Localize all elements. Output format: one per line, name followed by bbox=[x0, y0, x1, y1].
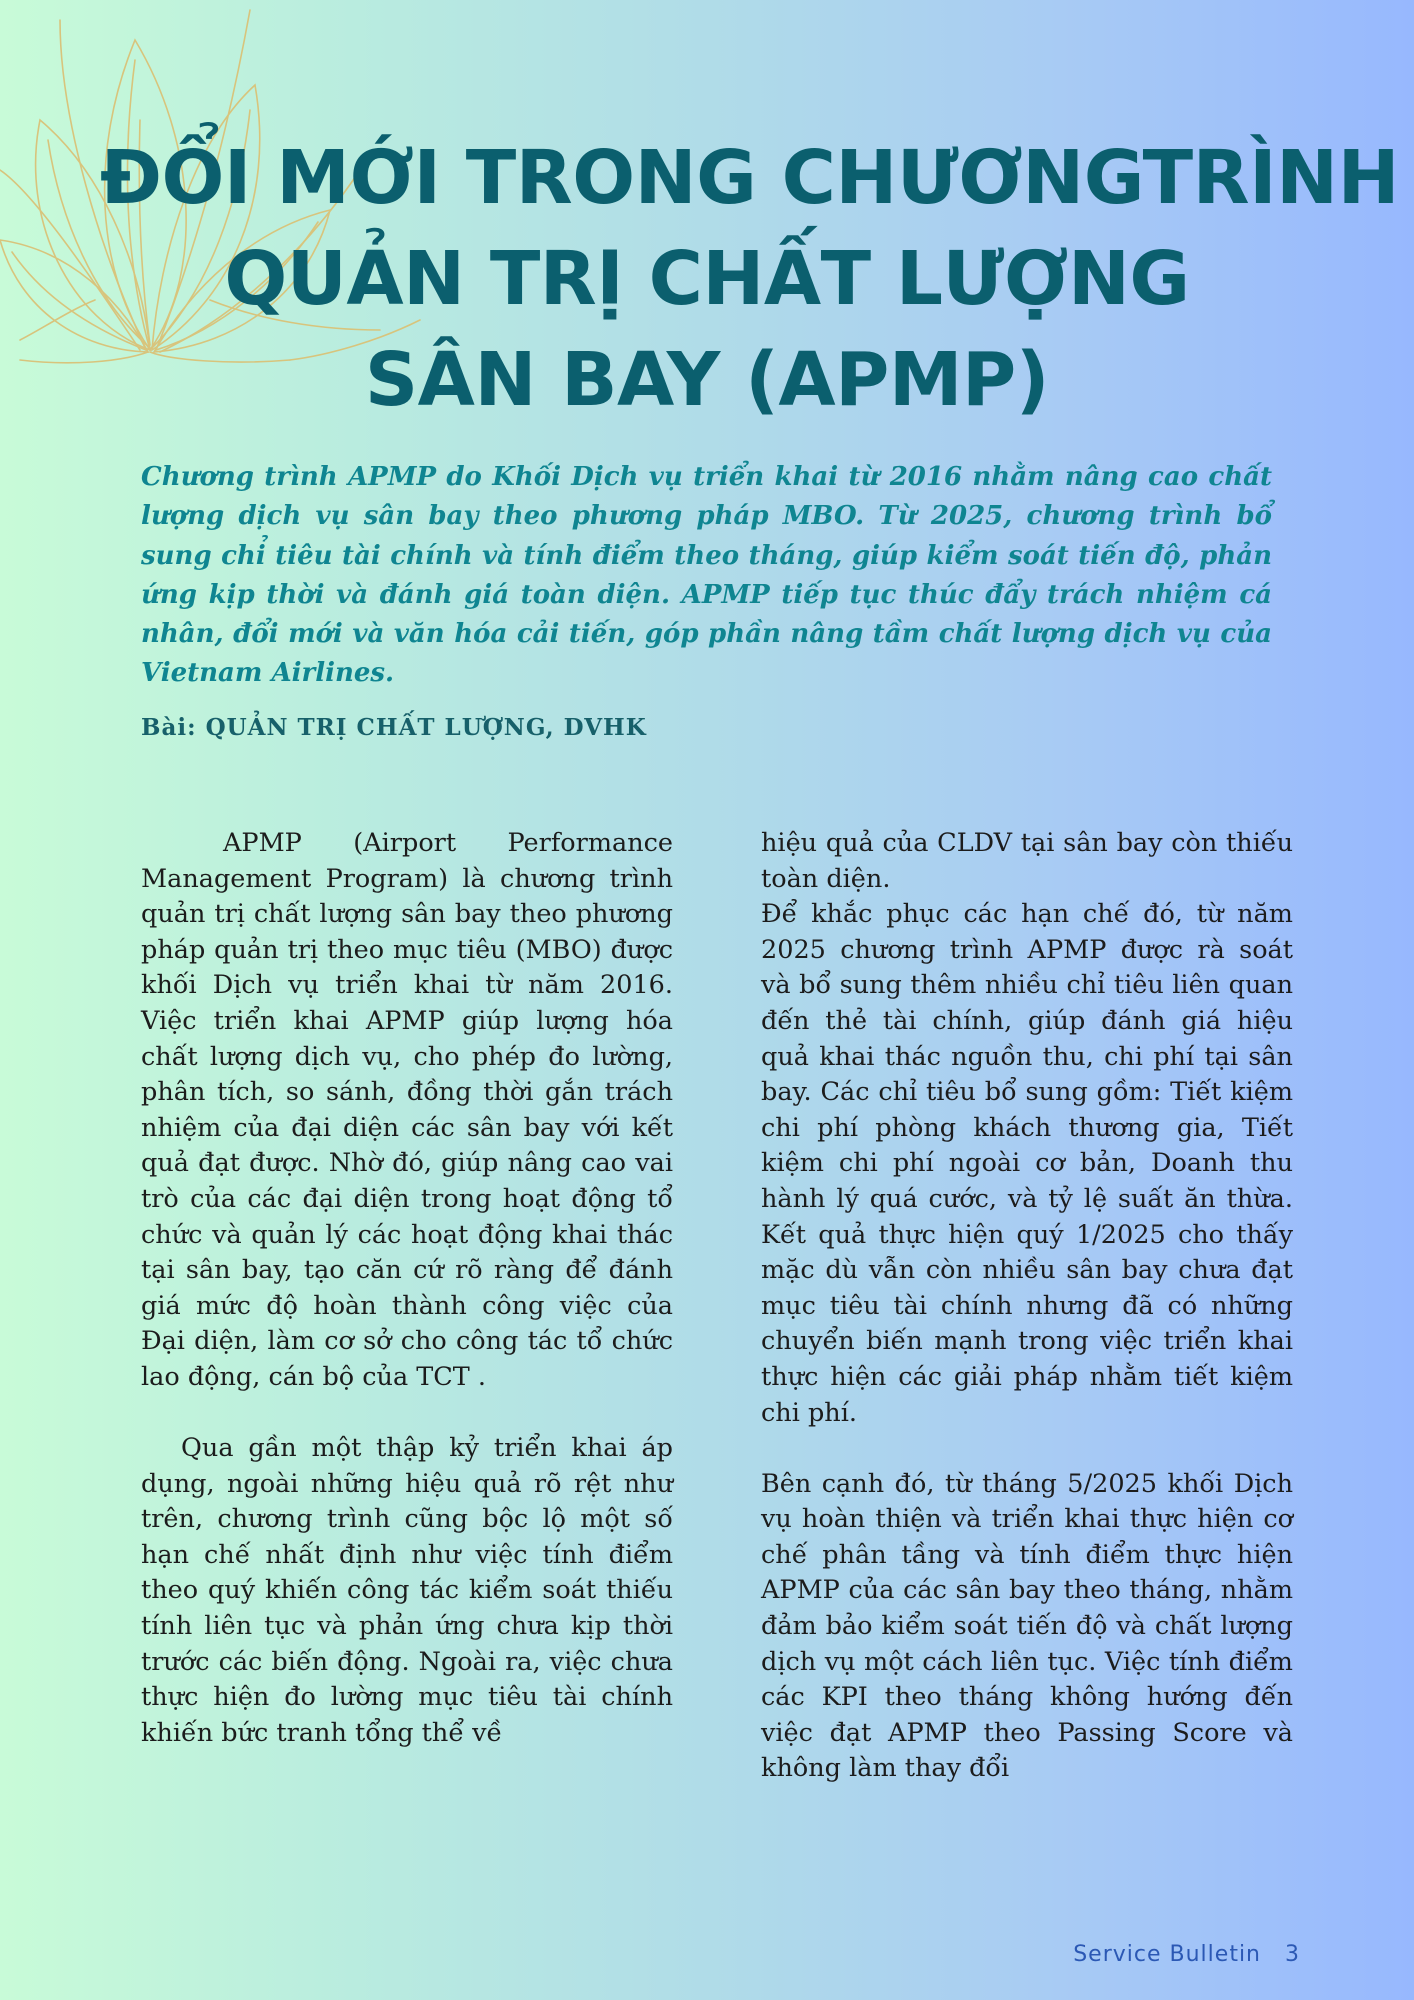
body-paragraph: APMP (Airport Performance Management Program) là chương trình quản trị chất lượng sân bay theo phương pháp quản trị theo mục tiêu (MBO) được khối Dịch vụ triển khai từ năm 2016. Việc triển khai APMP giúp lượng hóa chất lượng dịch vụ, cho phép đo lường, phân tích, so sánh, đồng thời gắn trách nhiệm của đại diện các sân bay với kết quả đạt được. Nhờ đó, giúp nâng cao vai trò của các đại diện trong hoạt động tổ chức và quản lý các hoạt động khai thác tại sân bay, tạo căn cứ rõ ràng để đánh giá mức độ hoàn thành công việc của Đại diện, làm cơ sở cho công tác tổ chức lao động, cán bộ của TCT . bbox=[141, 828, 673, 1392]
publication-name: Service Bulletin bbox=[1073, 1942, 1261, 1967]
article-byline: Bài: QUẢN TRỊ CHẤT LƯỢNG, DVHK bbox=[141, 714, 647, 741]
page-number: 3 bbox=[1285, 1942, 1300, 1967]
body-paragraph: hiệu quả của CLDV tại sân bay còn thiếu toàn diện. bbox=[761, 828, 1293, 894]
body-paragraph: Bên cạnh đó, từ tháng 5/2025 khối Dịch vụ hoàn thiện và triển khai thực hiện cơ chế phân tầng và tính điểm thực hiện APMP của các sân bay theo tháng, nhằm đảm bảo kiểm soát tiến độ và chất lượng dịch vụ một cách liên tục. Việc tính điểm các KPI theo tháng không hướng đến việc đạt APMP theo Passing Score và không làm thay đổi bbox=[761, 1468, 1293, 1784]
article-title-line-2: QUẢN TRỊ CHẤT LƯỢNG bbox=[224, 236, 1190, 322]
body-paragraph: Qua gần một thập kỷ triển khai áp dụng, ngoài những hiệu quả rõ rệt như trên, chương trình cũng bộc lộ một số hạn chế nhất định như việc tính điểm theo quý khiến công tác kiểm soát thiếu tính liên tục và phản ứng chưa kịp thời trước các biến động. Ngoài ra, việc chưa thực hiện đo lường mục tiêu tài chính khiến bức tranh tổng thể về bbox=[141, 1433, 673, 1748]
body-column-right bbox=[761, 826, 1293, 1787]
article-title-line-1: ĐỔI MỚI TRONG CHƯƠNGTRÌNH bbox=[100, 135, 1400, 221]
paragraph-gap bbox=[141, 1396, 673, 1432]
body-column-left bbox=[141, 826, 673, 1751]
paragraph-gap bbox=[761, 1431, 1293, 1467]
page-footer bbox=[1073, 1942, 1300, 1967]
article-title-line-3: SÂN BAY (APMP) bbox=[364, 337, 1050, 423]
article-lead: Chương trình APMP do Khối Dịch vụ triển khai từ 2016 nhằm nâng cao chất lượng dịch vụ sân bay theo phương pháp MBO. Từ 2025, chương trình bổ sung chỉ tiêu tài chính và tính điểm theo tháng, giúp kiểm soát tiến độ, phản ứng kịp thời và đánh giá toàn diện. APMP tiếp tục thúc đẩy trách nhiệm cá nhân, đổi mới và văn hóa cải tiến, góp phần nâng tầm chất lượng dịch vụ của Vietnam Airlines. bbox=[141, 462, 1272, 689]
article-title bbox=[100, 128, 1400, 431]
body-paragraph: Để khắc phục các hạn chế đó, từ năm 2025 chương trình APMP được rà soát và bổ sung thêm nhiều chỉ tiêu liên quan đến thẻ tài chính, giúp đánh giá hiệu quả khai thác nguồn thu, chi phí tại sân bay. Các chỉ tiêu bổ sung gồm: Tiết kiệm chi phí phòng khách thương gia, Tiết kiệm chi phí ngoài cơ bản, Doanh thu hành lý quá cước, và tỷ lệ suất ăn thừa. Kết quả thực hiện quý 1/2025 cho thấy mặc dù vẫn còn nhiều sân bay chưa đạt mục tiêu tài chính nhưng đã có những chuyển biến mạnh trong việc triển khai thực hiện các giải pháp nhằm tiết kiệm chi phí. bbox=[761, 899, 1293, 1428]
